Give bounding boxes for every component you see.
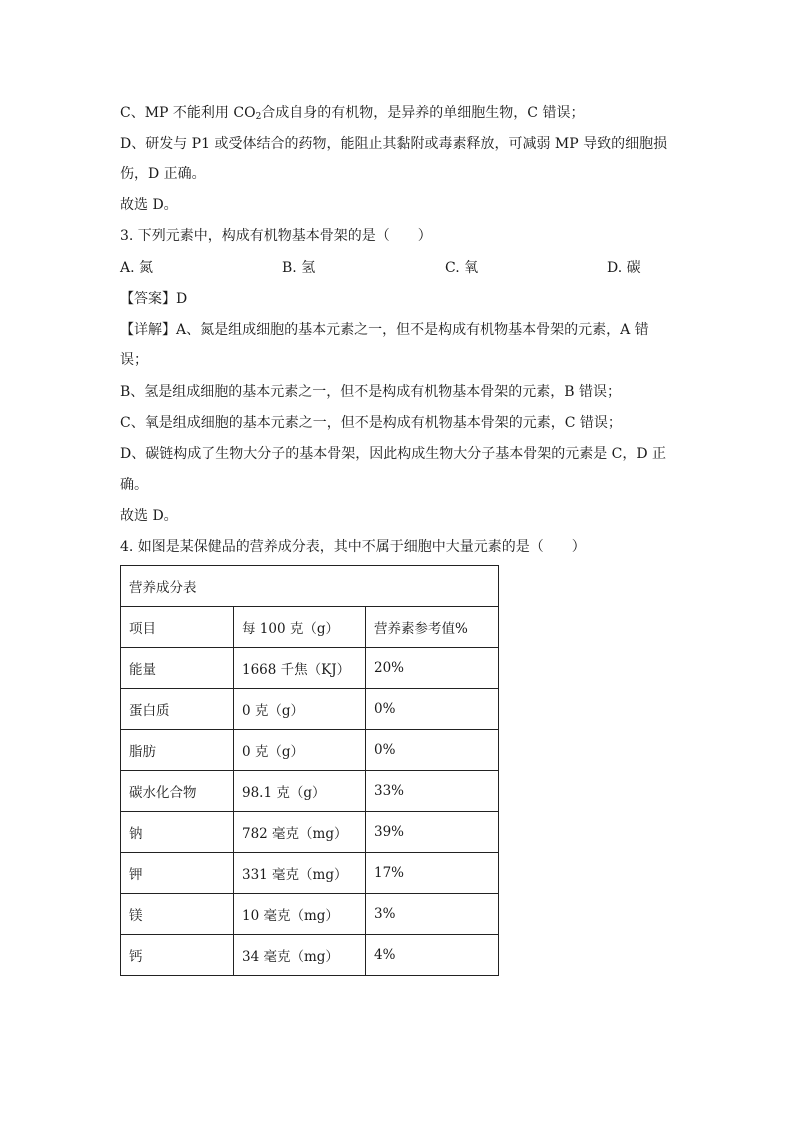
- header-cell-item: 项目: [121, 607, 234, 648]
- table-cell: 钾: [121, 853, 234, 894]
- table-cell: 34 毫克（mg）: [234, 935, 366, 976]
- q3-conclusion: 故选 D。: [120, 508, 178, 524]
- prev-answer-line-d1: D、研发与 P1 或受体结合的药物，能阻止其黏附或毒素释放，可减弱 MP 导致的细胞损: [120, 136, 668, 152]
- table-cell: 20%: [366, 648, 499, 689]
- q3-detail-b: B、氢是组成细胞的基本元素之一，但不是构成有机物基本骨架的元素，B 错误；: [120, 384, 622, 400]
- question-3-stem: 3. 下列元素中，构成有机物基本骨架的是（ ）: [120, 228, 432, 244]
- subscript: 2: [255, 112, 262, 122]
- nutrition-table: [120, 565, 499, 976]
- q3-detail-d2: 确。: [120, 477, 148, 493]
- table-cell: 331 毫克（mg）: [234, 853, 366, 894]
- prev-answer-line-c: [120, 103, 584, 127]
- table-cell: 1668 千焦（KJ）: [234, 648, 366, 689]
- table-row: [121, 853, 499, 894]
- table-row: [121, 730, 499, 771]
- table-cell: 碳水化合物: [121, 771, 234, 812]
- table-title: 营养成分表: [121, 566, 499, 607]
- question-4-stem: 4. 如图是某保健品的营养成分表，其中不属于细胞中大量元素的是（ ）: [120, 539, 586, 555]
- table-cell: 0%: [366, 689, 499, 730]
- table-cell: 0 克（g）: [234, 730, 366, 771]
- table-cell: 782 毫克（mg）: [234, 812, 366, 853]
- prev-answer-conclusion: 故选 D。: [120, 197, 178, 213]
- q3-option-c: C. 氧: [445, 260, 479, 276]
- table-title-row: [121, 566, 499, 607]
- header-cell-nrv: 营养素参考值%: [366, 607, 499, 648]
- table-cell: 0%: [366, 730, 499, 771]
- header-cell-per-100g: 每 100 克（g）: [234, 607, 366, 648]
- line-text: C、MP 不能利用 CO: [120, 105, 256, 121]
- q3-option-d: D. 碳: [607, 260, 641, 276]
- table-header-row: [121, 607, 499, 648]
- table-cell: 98.1 克（g）: [234, 771, 366, 812]
- table-cell: 0 克（g）: [234, 689, 366, 730]
- table-cell: 镁: [121, 894, 234, 935]
- line-text: 合成自身的有机物，是异养的单细胞生物，C 错误；: [261, 105, 585, 121]
- q3-detail-c: C、氧是组成细胞的基本元素之一，但不是构成有机物基本骨架的元素，C 错误；: [120, 415, 622, 431]
- q3-answer: 【答案】D: [120, 291, 188, 307]
- prev-answer-line-d2: 伤，D 正确。: [120, 166, 206, 182]
- table-cell: 钠: [121, 812, 234, 853]
- q3-detail-line-2: 误；: [120, 352, 148, 368]
- q3-option-a: A. 氮: [120, 260, 154, 276]
- table-cell: 33%: [366, 771, 499, 812]
- q3-detail-d1: D、碳链构成了生物大分子的基本骨架，因此构成生物大分子基本骨架的元素是 C，D 正: [120, 446, 667, 462]
- table-cell: 4%: [366, 935, 499, 976]
- table-cell: 能量: [121, 648, 234, 689]
- table-cell: 脂肪: [121, 730, 234, 771]
- table-cell: 39%: [366, 812, 499, 853]
- q3-option-b: B. 氢: [282, 260, 316, 276]
- table-row: [121, 894, 499, 935]
- table-cell: 钙: [121, 935, 234, 976]
- table-row: [121, 771, 499, 812]
- table-row: [121, 812, 499, 853]
- q3-detail-line-1: 【详解】A、氮是组成细胞的基本元素之一，但不是构成有机物基本骨架的元素，A 错: [120, 322, 649, 338]
- table-row: [121, 648, 499, 689]
- table-cell: 17%: [366, 853, 499, 894]
- table-row: [121, 935, 499, 976]
- table-cell: 蛋白质: [121, 689, 234, 730]
- table-cell: 3%: [366, 894, 499, 935]
- table-cell: 10 毫克（mg）: [234, 894, 366, 935]
- table-row: [121, 689, 499, 730]
